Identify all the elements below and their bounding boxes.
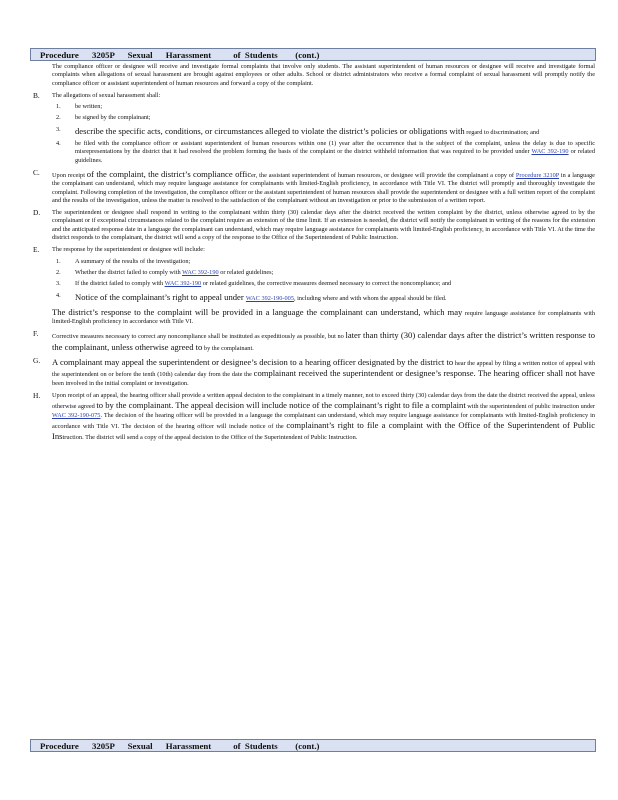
wac-link[interactable]: WAC 392-190 xyxy=(164,280,202,288)
list-item-text: be written; xyxy=(75,103,103,111)
section-d xyxy=(33,209,595,242)
section-g-text: hear the appeal by filing a written notice of appeal with the superintendent on or before the tenth (10th) calendar day from the date the xyxy=(52,360,595,379)
list-item xyxy=(52,126,595,137)
section-e-text: The response by the superintendent or designee will include: xyxy=(52,246,205,254)
list-item-number: 1. xyxy=(56,103,61,111)
wac-link[interactable]: WAC 392-190 xyxy=(531,148,569,156)
list-item-number: 3. xyxy=(56,125,61,133)
list-item xyxy=(52,280,595,288)
section-f-text: Corrective measures necessary to correct any noncompliance shall be instituted as expeditiously as possible, but no xyxy=(52,333,346,341)
list-item xyxy=(52,140,595,165)
page-header: Procedure 3205P Sexual Harassment of Students (cont.) xyxy=(30,48,596,61)
wac-link[interactable]: WAC 392-190-075 xyxy=(52,411,101,419)
list-item-text: A summary of the results of the investigation; xyxy=(75,257,191,265)
section-f-text: by the complainant. xyxy=(202,344,254,352)
section-g-label: G. xyxy=(33,356,41,366)
section-h-large-text: to by the complainant. The appeal decision will include notice of the complainant’s right to file a complaint xyxy=(96,400,466,411)
wac-link[interactable]: WAC 392-190 xyxy=(182,268,219,276)
section-e-label: E. xyxy=(33,245,40,255)
section-h-text: with the superintendent of public instruction under xyxy=(465,403,595,411)
list-item-number: 2. xyxy=(56,268,61,276)
list-item xyxy=(52,269,595,277)
section-c xyxy=(33,169,595,205)
wac-link[interactable]: WAC 392-190-005 xyxy=(245,294,294,302)
section-g-text: been involved in the initial complaint or investigation. xyxy=(52,379,189,387)
list-item-text: or related guidelines, the corrective measures deemed necessary to correct the noncompliance; and xyxy=(201,280,452,288)
section-g-large-text: A complainant may appeal the superintendent or designee’s decision to a hearing officer designated by the district to xyxy=(52,357,454,368)
list-item-large-text: describe the specific acts, conditions, or circumstances alleged to violate the district’s policies or obligations with xyxy=(75,125,465,136)
section-e xyxy=(33,246,595,326)
list-item-text: or related guidelines; xyxy=(218,268,274,276)
section-h xyxy=(33,392,595,442)
list-item-text: , including where and with whom the appeal should be filed. xyxy=(293,294,447,302)
section-d-label: D. xyxy=(33,208,41,218)
list-item-large-text: Notice of the complainant’s right to appeal under xyxy=(75,291,246,302)
section-g xyxy=(33,357,595,388)
section-e-closing-text: require language assistance for complainants with limited-English proficiency in accordance with Title VI. xyxy=(52,309,595,326)
list-item-text: If the district failed to comply with xyxy=(75,280,165,288)
section-c-text: er, the assistant superintendent of human resources, or designee will provide the complainant a copy of xyxy=(251,171,516,179)
section-h-label: H. xyxy=(33,390,41,400)
section-h-text: . The decision of the hearing officer will be provided in a language the complainant can understand, which may require language assistance for complainants with limited-English proficiency in accordance with Title VI. The decision of the hearing officer will include notice of the xyxy=(52,411,595,430)
list-item-text: regard to discrimination; and xyxy=(466,128,540,136)
section-e-closing xyxy=(52,307,595,327)
section-c-text: Upon receipt xyxy=(52,171,87,179)
section-d-text: The superintendent or designee shall respond in writing to the complainant within thirty (30) calendar days after the district received the written complaint by the district, unless otherwise agreed to by the complainant or if exceptional circumstances related to the complaint require an extension of the time limit. If an extension is needed, the district will notify the complainant in writing of the reasons for the extension and the anticipated response date in a language the complainant can understand, which may require language assistance for complainants with limited-English proficiency, in accordance with Title VI. At the time the district responds to the complainant, the district will send a copy of the response to the Office of the Superintendent of Public Instruction. xyxy=(52,209,595,242)
section-c-label: C. xyxy=(33,167,40,177)
intro-paragraph: The compliance officer or designee will receive and investigate formal complaints that involve only students. The assistant superintendent of human resources or designee will receive and investigate formal complaints when allegations of sexual harassment are brought against employees or other adults. School or district administrators who receive a formal complaint of sexual harassment will promptly notify the compliance officer or assistant superintendent of human resources and forward a copy of the complaint. xyxy=(52,63,595,87)
list-item-text: be signed by the complainant; xyxy=(75,114,151,122)
list-item-number: 4. xyxy=(56,140,61,148)
list-item xyxy=(52,103,595,111)
section-b-label: B. xyxy=(33,90,40,100)
list-item-number: 2. xyxy=(56,114,61,122)
section-h-text: Upon receipt of an appeal, the hearing officer shall provide a written appeal decision to the complainant in a timely manner, not to exceed thirty (30) calendar days from the date the district received the appeal, unless otherwise agreed xyxy=(52,391,595,411)
document-body xyxy=(33,63,595,442)
list-item xyxy=(52,114,595,122)
section-f xyxy=(33,330,595,353)
list-item-number: 1. xyxy=(56,257,61,265)
page-footer: Procedure 3205P Sexual Harassment of Students (cont.) xyxy=(30,739,596,752)
list-item-number: 4. xyxy=(56,291,61,299)
section-h-text: truction. The district will send a copy of the appeal decision to the Office of the Superintendent of Public Instruction. xyxy=(62,434,358,442)
section-f-label: F. xyxy=(33,329,39,339)
section-g-large-text: complainant received the superintendent or designee’s response. The hearing officer shall not have xyxy=(253,368,595,379)
list-item xyxy=(52,292,595,303)
section-f-large-text: later than thirty (30) calendar days after the district’s written response to the complainant, unless otherwise agreed to xyxy=(52,330,595,352)
section-c-text: in a language the complainant can understand, which may require language assistance for complainants with limited-English proficiency, in accordance with Title VI. The district will promptly and thoroughly investigate the complaint. Following completion of the investigation, the compliance officer or the assistant superintendent of human resources shall provide the superintendent or designee with a full written report of the complaint and the results of the investigation, unless the matter is resolved to the satisfaction of the complainant without an investigation or prior to the submission of a written report. xyxy=(52,171,595,204)
section-h-large-text: complainant’s right to file a complaint with the Office of the Superintendent of Public Ins xyxy=(52,419,596,442)
section-b xyxy=(33,92,595,165)
procedure-link[interactable]: Procedure 3210P xyxy=(515,171,560,179)
list-item-number: 3. xyxy=(56,280,61,288)
list-item-text: Whether the district failed to comply with xyxy=(75,268,183,276)
section-c-large-text: of the complaint, the district’s compliance offic xyxy=(86,168,252,179)
list-item xyxy=(52,258,595,266)
list-item-text: or related guidelines. xyxy=(75,148,595,164)
section-b-text: The allegations of sexual harassment shall: xyxy=(52,91,161,99)
list-item-text: be filed with the compliance officer or assistant superintendent of human resources within one (1) year after the occurrence that is the subject of the complaint, unless the delay is due to specific misrepresentations by the district that it had resolved the problem forming the basis of the complaint or the district withheld information that was required to be provided under xyxy=(75,140,595,156)
section-e-closing-large-text: The district’s response to the complaint will be provided in a language the complainant can understand, which may xyxy=(52,306,463,317)
